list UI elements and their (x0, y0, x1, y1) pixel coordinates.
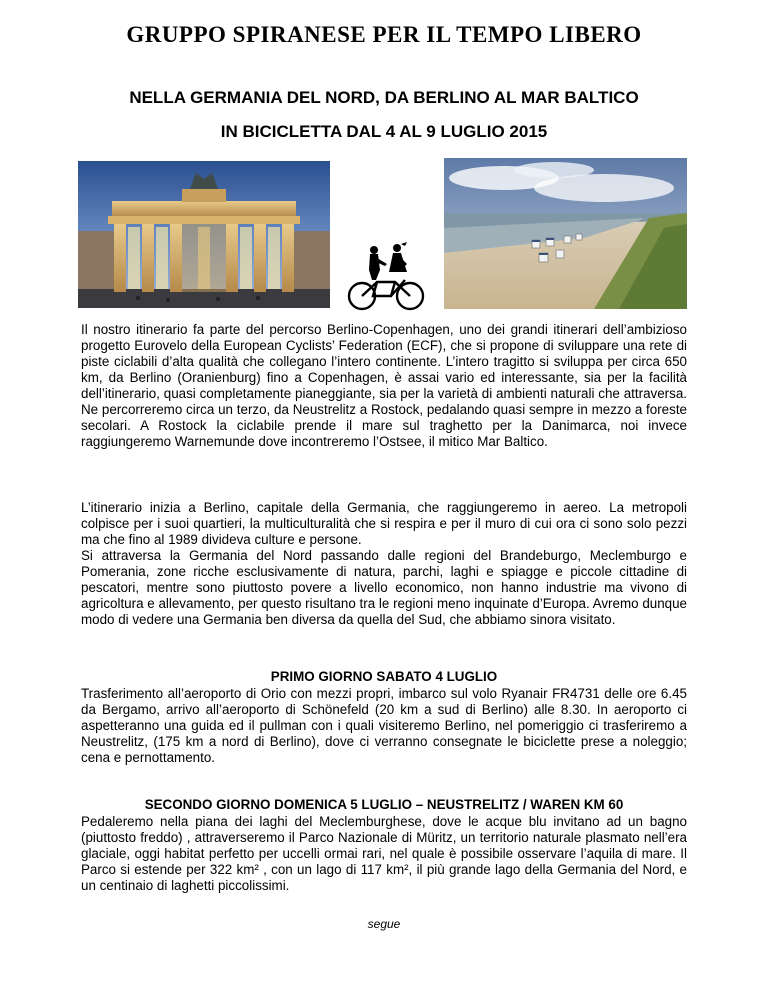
day-1-description: Trasferimento all’aeroporto di Orio con mezzi propri, imbarco sul volo Ryanair FR4731 delle ore 6.45 da Bergamo, arrivo all’aeroporto di Schönefeld (20 km a sud di Berlino) alle 8.30. In aeroporto ci aspetteranno una guida ed il pullman con i quali visiteremo Berlino, nel pomeriggio ci trasferiremo a Neustrelitz, (175 km a nord di Berlino), dove ci verranno consegnate le biciclette prese a noleggio; cena e pernottamento. (81, 686, 687, 765)
northern-germany-paragraph: Si attraversa la Germania del Nord passando dalle regioni del Brandeburgo, Meclemburgo e Pomerania, zone ricche esclusivamente di natura, parchi, laghi e spiagge e piccole cittadine di pescatori, mentre sono piuttosto povere a livello economico, non hanno industrie ma vivono di agricoltura e allevamento, per questo risultano tra le regioni meno inquinate d’Europa. Avremo dunque modo di vedere una Germania ben diversa da quella del Sud, che abbiamo sinora visitato. (81, 548, 687, 627)
day-2-heading: SECONDO GIORNO DOMENICA 5 LUGLIO – NEUSTRELITZ / WAREN KM 60 (144, 797, 624, 812)
trip-dates: IN BICICLETTA DAL 4 AL 9 LUGLIO 2015 (220, 122, 548, 141)
day-2-description: Pedaleremo nella piana dei laghi del Meclemburghese, dove le acque blu invitano ad un bagno (piuttosto freddo) , attraverseremo il Parco Nazionale di Müritz, un territorio naturale plasmato nell’era glaciale, oggi habitat perfetto per uccelli ormai rari, nel quale è possibile osservare l’aquila di mare. Il Parco si estende per 322 km² , con un lago di 117 km², il più grande lago della Germania del Nord, e un centinaio di laghetti piccolissimi. (81, 814, 687, 893)
day-1-heading: PRIMO GIORNO SABATO 4 LUGLIO (270, 669, 498, 684)
brandenburg-gate-photo (78, 161, 330, 308)
continues-label: segue (367, 917, 401, 931)
org-title: GRUPPO SPIRANESE PER IL TEMPO LIBERO (126, 22, 642, 47)
baltic-beach-photo (444, 158, 687, 309)
berlin-paragraph: L’itinerario inizia a Berlino, capitale della Germania, che raggiungeremo in aereo. La metropoli colpisce per i suoi quartieri, la multiculturalità che si respira e per il muro di cui ora ci sono solo pezzi ma che fino al 1989 divideva culture e persone. (81, 500, 687, 547)
intro-paragraph: Il nostro itinerario fa parte del percorso Berlino-Copenhagen, uno dei grandi itinerari dell’ambizioso progetto Eurovelo della European Cyclists’ Federation (ECF), che si propone di sviluppare una rete di piste ciclabili d’alta qualità che collegano l’intero continente. L’intero tragitto si sviluppa per circa 650 km, da Berlino (Oranienburg) fino a Copenhagen, è assai vario ed interessante, sia per la facilità dell’itinerario, quasi completamente pianeggiante, sia per la varietà di ambienti naturali che attraversa. Ne percorreremo circa un terzo, da Neustrelitz a Rostock, pedalando quasi sempre in mezzo a foreste secolari. A Rostock la ciclabile prende il mare sul traghetto per la Danimarca, noi invece raggiungeremo Warnemunde dove incontreremo l’Ostsee, il mitico Mar Baltico. (81, 322, 687, 449)
trip-title: NELLA GERMANIA DEL NORD, DA BERLINO AL MAR BALTICO (129, 88, 639, 107)
tandem-bicycle-icon (347, 240, 427, 312)
